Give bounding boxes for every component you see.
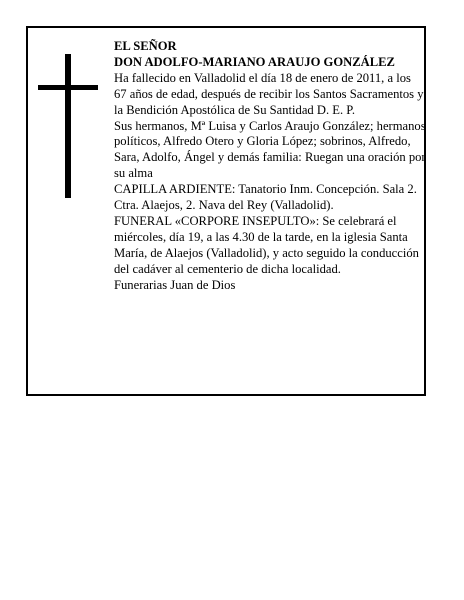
deceased-name: DON ADOLFO-MARIANO ARAUJO GONZÁLEZ [114,54,395,69]
funeral-home: Funerarias Juan de Dios [114,277,236,292]
death-announcement: Ha fallecido en Valladolid el día 18 de enero de 2011, a los 67 años de edad, después de recibir los Santos Sacramentos y la Bendición Apostólica de Su Santidad D. E. P. [114,70,424,117]
chapel-info: CAPILLA ARDIENTE: Tanatorio Inm. Concepción. Sala 2. Ctra. Alaejos, 2. Nava del Rey (Valladolid). [114,182,417,213]
family-mourners: Sus hermanos, Mª Luisa y Carlos Araujo González; hermanos políticos, Alfredo Otero y Gloria López; sobrinos, Alfredo, Sara, Adolfo, Ángel y demás familia: Ruegan una oración por su alma [114,118,426,181]
cross-horizontal-bar [38,85,98,90]
cross-icon [38,54,98,198]
funeral-info: FUNERAL «CORPORE INSEPULTO»: Se celebrará el miércoles, día 19, a las 4.30 de la tarde, en la iglesia Santa María, de Alaejos (Valladolid), y acto seguido la conducción del cadáver al cementerio de dicha localidad. [114,213,419,276]
obituary-text [114,39,426,294]
obituary-title: EL SEÑOR [114,39,177,53]
cross-vertical-bar [65,54,71,198]
